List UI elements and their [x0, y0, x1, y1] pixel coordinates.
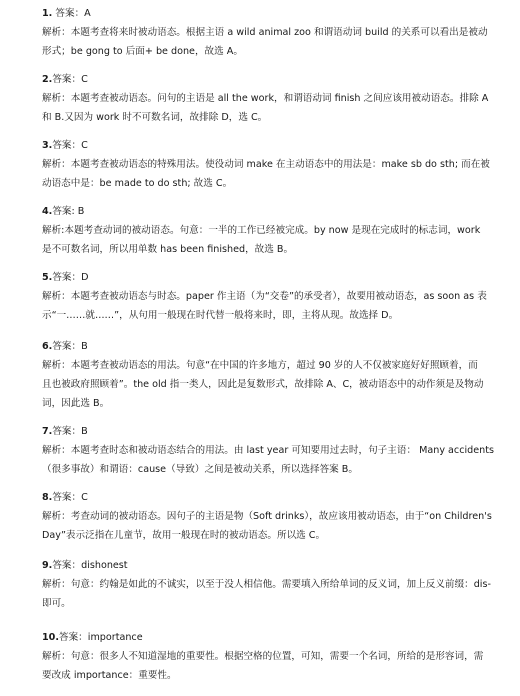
answer-item	[42, 422, 512, 479]
answer-item	[42, 488, 512, 545]
answer-item	[42, 136, 512, 193]
answer-text: 答案：D	[52, 272, 89, 283]
explanation-line: 解析：本题考查被动语态与时态。paper 作主语（为“交卷”的承受者），故要用被动语态，as soon as 表	[42, 291, 487, 302]
answer-item	[42, 628, 512, 685]
question-number: 3.	[42, 140, 53, 151]
explanation-line: 解析：本题考查被动语态。问句的主语是 all the work，和谓语动词 finish 之间应该用被动语态。排除 A	[42, 93, 489, 104]
explanation-line: 即可。	[42, 598, 71, 609]
explanation-line: 形式；be gong to 后面+ be done，故选 A。	[42, 46, 243, 57]
explanation-line: （很多事故）和谓语：cause（导致）之间是被动关系，所以选择答案 B。	[42, 464, 358, 475]
question-number: 4.	[42, 206, 53, 217]
answer-line	[42, 488, 512, 507]
question-number: 6.	[42, 341, 53, 352]
question-number: 1.	[42, 8, 53, 19]
answer-item	[42, 4, 512, 61]
explanation-line: 解析：句意：很多人不知道湿地的重要性。根据空格的位置，可知，需要一个名词，所给的是形容词，需	[42, 651, 484, 662]
answer-line	[42, 70, 512, 89]
explanation-line: 动语态中是：be made to do sth; 故选 C。	[42, 178, 233, 189]
answer-line	[42, 337, 512, 356]
explanation-line: 解析：句意：约翰是如此的不诚实，以至于没人相信他。需要填入所给单词的反义词，加上反义前缀：dis-	[42, 579, 491, 590]
answer-text: 答案：importance	[59, 632, 143, 643]
question-number: 2.	[42, 74, 53, 85]
answer-item	[42, 556, 512, 613]
explanation-line: 是不可数名词，所以用单数 has been finished，故选 B。	[42, 244, 294, 255]
explanation-line: 解析：本题考查将来时被动语态。根据主语 a wild animal zoo 和谓语动词 build 的关系可以看出是被动	[42, 27, 488, 38]
explanation-line: 解析：本题考查被动语态的特殊用法。使役动词 make 在主动语态中的用法是：make sb do sth; 而在被	[42, 159, 490, 170]
question-number: 8.	[42, 492, 53, 503]
answer-line	[42, 422, 512, 441]
explanation-line: 解析：本题考查被动语态的用法。句意“在中国的许多地方，超过 90 岁的人不仅被家庭好好照顾着，而	[42, 360, 478, 371]
answer-item	[42, 337, 512, 413]
question-number: 7.	[42, 426, 53, 437]
answer-line	[42, 136, 512, 155]
answer-line	[42, 628, 512, 647]
answer-line	[42, 268, 512, 287]
answer-text: 答案：dishonest	[52, 560, 128, 571]
explanation-line: Day”表示泛指在儿童节，故用一般现在时的被动语态。所以选 C。	[42, 530, 326, 541]
answer-text: 答案：C	[52, 74, 88, 85]
explanation-line: 解析:本题考查动词的被动语态。句意：一半的工作已经被完成。by now 是现在完成时的标志词，work	[42, 225, 481, 236]
explanation-line: 和 B.又因为 work 时不可数名词，故排除 D，选 C。	[42, 112, 268, 123]
explanation-line: 要改成 importance：重要性。	[42, 670, 177, 681]
answer-text: 答案：B	[52, 426, 88, 437]
answer-text: 答案：A	[52, 8, 91, 19]
answer-line	[42, 202, 512, 221]
explanation-line: 解析：本题考查时态和被动语态结合的用法。由 last year 可知要用过去时，句子主语： Many accidents	[42, 445, 494, 456]
explanation-line: 示“一……就……”，从句用一般现在时代替一般将来时，即，主将从现。故选择 D。	[42, 310, 399, 321]
explanation-line: 解析：考查动词的被动语态。因句子的主语是物（Soft drinks），故应该用被动语态，由于“on Children's	[42, 511, 492, 522]
answer-text: 答案：C	[52, 140, 88, 151]
answer-text: 答案：C	[52, 492, 88, 503]
explanation-line: 词，因此选 B。	[42, 398, 110, 409]
question-number: 5.	[42, 272, 53, 283]
answer-text: 答案：B	[52, 341, 88, 352]
answer-line	[42, 556, 512, 575]
explanation-line: 且也被政府照顾着”。the old 指一类人，因此是复数形式，故排除 A、C，被动语态中的动作须是及物动	[42, 379, 484, 390]
answer-item	[42, 70, 512, 127]
question-number: 10.	[42, 632, 59, 643]
answer-item	[42, 202, 512, 259]
answer-item	[42, 268, 512, 325]
question-number: 9.	[42, 560, 53, 571]
answer-line	[42, 4, 512, 23]
answer-text: 答案: B	[52, 206, 85, 217]
